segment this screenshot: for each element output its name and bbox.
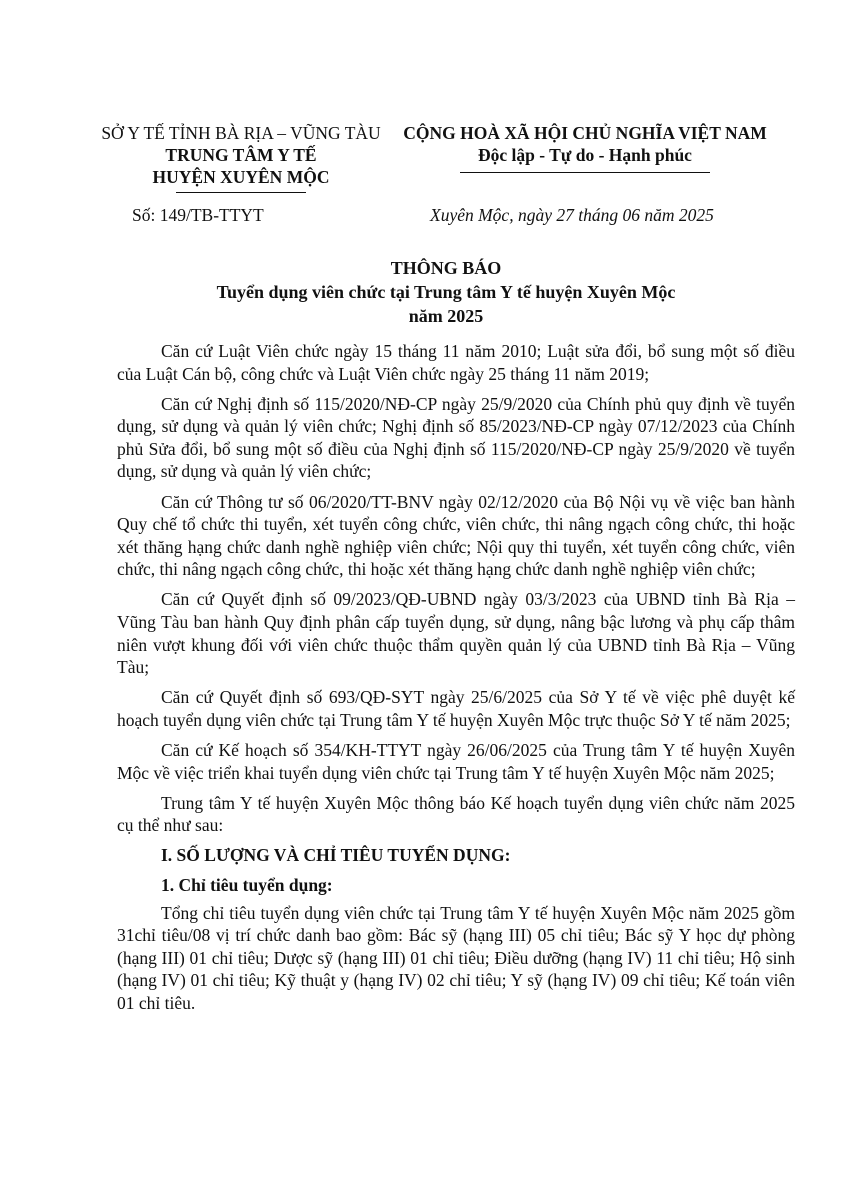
paragraph-legal-basis-3: Căn cứ Thông tư số 06/2020/TT-BNV ngày 02/12/2020 của Bộ Nội vụ về việc ban hành Quy chế tổ chức thi tuyển, xét tuyển công chức, viên chức, thi nâng ngạch công chức, thi hoặc xét thăng hạng chức danh nghề nghiệp viên chức; Nội quy thi tuyển, xét tuyển công chức, viên chức, thi nâng ngạch công chức, thi hoặc xét thăng hạng chức danh nghề nghiệp viên chức; bbox=[117, 491, 795, 580]
paragraph-legal-basis-1: Căn cứ Luật Viên chức ngày 15 tháng 11 năm 2010; Luật sửa đổi, bổ sung một số điều của Luật Cán bộ, công chức và Luật Viên chức ngày 25 tháng 11 năm 2019; bbox=[117, 341, 795, 384]
paragraph-legal-basis-4: Căn cứ Quyết định số 09/2023/QĐ-UBND ngày 03/3/2023 của UBND tỉnh Bà Rịa – Vũng Tàu ban hành Quy định phân cấp tuyển dụng, sử dụng, nâng bậc lương và phụ cấp thâm niên vượt khung đối với viên chức thuộc thẩm quyền quản lý của UBND tỉnh Bà Rịa – Vũng Tàu; bbox=[117, 589, 795, 678]
motto-underline bbox=[460, 172, 710, 173]
title-subject: Tuyển dụng viên chức tại Trung tâm Y tế huyện Xuyên Mộc bbox=[216, 282, 676, 302]
document-number: Số: 149/TB-TTYT bbox=[132, 205, 264, 225]
title-year: năm 2025 bbox=[408, 306, 484, 326]
place-date: Xuyên Mộc, ngày 27 tháng 06 năm 2025 bbox=[430, 205, 714, 225]
paragraph-legal-basis-2: Căn cứ Nghị định số 115/2020/NĐ-CP ngày 25/9/2020 của Chính phủ quy định về tuyển dụng, sử dụng và quản lý viên chức; Nghị định số 85/2023/NĐ-CP ngày 07/12/2023 của Chính phủ Sửa đổi, bổ sung một số điều của Nghị định số 115/2020/NĐ-CP ngày 25/9/2020 về tuyển dụng, sử dụng và quản lý viên chức; bbox=[117, 393, 795, 482]
paragraph-legal-basis-5: Căn cứ Quyết định số 693/QĐ-SYT ngày 25/6/2025 của Sở Y tế về việc phê duyệt kế hoạch tuyển dụng viên chức tại Trung tâm Y tế huyện Xuyên Mộc trực thuộc Sở Y tế năm 2025; bbox=[117, 687, 795, 730]
national-title: CỘNG HOÀ XÃ HỘI CHỦ NGHĨA VIỆT NAM bbox=[403, 123, 767, 143]
document-title bbox=[96, 256, 796, 328]
issuing-agency-header bbox=[96, 122, 386, 193]
paragraph-announcement: Trung tâm Y tế huyện Xuyên Mộc thông báo Kế hoạch tuyển dụng viên chức năm 2025 cụ thể như sau: bbox=[117, 792, 795, 836]
title-main: THÔNG BÁO bbox=[390, 258, 502, 278]
document-body bbox=[117, 340, 795, 1022]
agency-parent: SỞ Y TẾ TỈNH BÀ RỊA – VŨNG TÀU bbox=[101, 123, 381, 143]
section-heading: I. SỐ LƯỢNG VÀ CHỈ TIÊU TUYỂN DỤNG: bbox=[161, 845, 511, 866]
national-header bbox=[372, 122, 798, 173]
agency-district: HUYỆN XUYÊN MỘC bbox=[152, 167, 330, 187]
national-motto: Độc lập - Tự do - Hạnh phúc bbox=[478, 145, 692, 165]
agency-name: TRUNG TÂM Y TẾ bbox=[165, 145, 317, 165]
subsection-heading: 1. Chỉ tiêu tuyển dụng: bbox=[161, 874, 333, 895]
paragraph-legal-basis-6: Căn cứ Kế hoạch số 354/KH-TTYT ngày 26/06/2025 của Trung tâm Y tế huyện Xuyên Mộc về việc triển khai tuyển dụng viên chức tại Trung tâm Y tế huyện Xuyên Mộc năm 2025; bbox=[117, 740, 795, 783]
agency-underline bbox=[176, 192, 306, 193]
paragraph-quota: Tổng chỉ tiêu tuyển dụng viên chức tại Trung tâm Y tế huyện Xuyên Mộc năm 2025 gồm 31chỉ tiêu/08 vị trí chức danh bao gồm: Bác sỹ (hạng III) 05 chỉ tiêu; Bác sỹ Y học dự phòng (hạng III) 01 chỉ tiêu; Dược sỹ (hạng III) 01 chỉ tiêu; Điều dưỡng (hạng IV) 11 chỉ tiêu; Hộ sinh (hạng IV) 01 chỉ tiêu; Kỹ thuật y (hạng IV) 02 chỉ tiêu; Y sỹ (hạng IV) 09 chỉ tiêu; Kế toán viên 01 chỉ tiêu. bbox=[117, 902, 795, 1013]
